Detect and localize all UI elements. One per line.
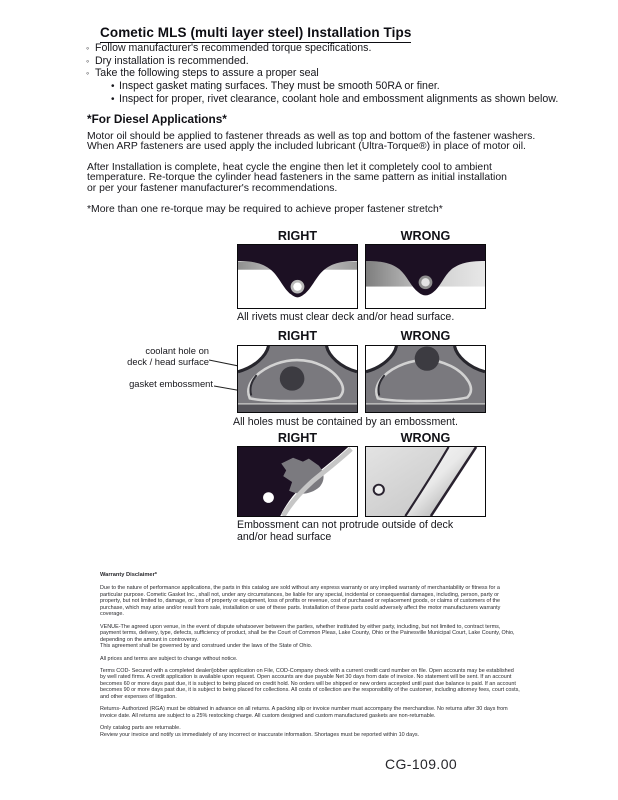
fig2-caption: All holes must be contained by an embossment. [233,416,458,428]
rivet-right-diagram [237,244,358,309]
fig1-right-label: RIGHT [277,229,318,243]
embossment-right-illustration [238,346,357,412]
deck-edge-right-diagram [237,446,358,517]
coolant-hole-label [116,346,209,368]
rivet-right-illustration [238,245,357,308]
bullet-icon: • [111,94,115,106]
bullet-text: Inspect for proper, rivet clearance, coolant hole and embossment alignments as shown below. [119,93,559,106]
bullet-text: Follow manufacturer's recommended torque specifications. [95,42,372,54]
label-line: deck / head surface [127,355,209,367]
list-item [86,67,558,80]
disclaimer-paragraph: Review your invoice and notify us immediately of any incorrect or inaccurate information. Shortages must be reported within 10 days. [100,731,420,738]
list-item [111,93,558,107]
document-number: CG-109.00 [385,756,458,772]
fig3-right-label: RIGHT [277,431,318,445]
paragraph-line: temperature. Re-torque the cylinder head fasteners in the same pattern as initial installation [87,172,507,184]
list-item [111,80,558,94]
label-line: coolant hole on [145,345,209,356]
fig2-wrong-label: WRONG [400,329,451,343]
disclaimer-paragraph: Terms COD- Secured with a completed dealer/jobber application on File, COD-Company check with a current credit card number on file. Open accounts may be established by well rated firms. A credit application is available upon request. Open accounts are due payable Net 30 days from date of invoice. No statement will be sent. If an account becomes 60 or more days past due, it is subject to being placed on credit hold. No orders will be shipped or new orders accepted until past due balance is paid. If an account becomes 90 or more days past due, it is subject to being placed for collections. All costs of collection are the responsibility of the customer, including attorney fees, court costs, and other expenses of litigation. [100,667,520,700]
disclaimer-paragraph: VENUE-The agreed upon venue, in the event of dispute whatsoever between the parties, whether instituted by either party, including, but not limited to, contract terms, payment terms, delivery, type, defects, sufficiency of product, shall be the Court of Common Pleas, Lake County, Ohio or the Painesville Municipal Court, Lake County, Ohio, depending on the amount in controversy. [100,623,515,643]
fig3-wrong-label: WRONG [400,431,451,445]
bullet-icon: ◦ [86,68,90,79]
fig1-wrong-label: WRONG [400,229,451,243]
embossment-wrong-diagram [365,345,486,413]
list-item [86,55,558,68]
rivet-wrong-illustration [366,245,485,308]
deck-edge-right-illustration [238,447,357,516]
bullet-text: Inspect gasket mating surfaces. They must be smooth 50RA or finer. [119,79,440,92]
bullet-icon: • [111,80,115,92]
gasket-embossment-label: gasket embossment [129,378,213,389]
bullet-icon: ◦ [86,55,90,66]
deck-edge-wrong-illustration [366,447,485,516]
rivet-wrong-diagram [365,244,486,309]
disclaimer-paragraph: Due to the nature of performance applications, the parts in this catalog are sold without any express warranty or any implied warranty of merchantability or fitness for a particular purpose. Cometic Gasket Inc., shall not, under any circumstances, be liable for any special, incidental or consequential damages, including, person, party or property, but not limited to, damage, or loss of property or equipment, loss of profits or revenue, cost of purchased or replacement goods, or claims of customers of the purchase, which may arise and/or result from sale, installation or use of these parts. Installation of these parts could adversely affect the motor manufacturers warranty coverage. [100,585,501,618]
warranty-disclaimer [100,572,520,744]
fig2-right-label: RIGHT [277,329,318,343]
paragraph-line: Motor oil should be applied to fastener threads as well as top and bottom of the fastener washers. [87,130,536,142]
diesel-paragraph-2 [87,163,507,194]
caption-line: Embossment can not protrude outside of deck [237,519,454,531]
embossment-right-diagram [237,345,358,413]
disclaimer-heading: Warranty Disclaimer* [100,572,158,578]
bullet-text: Dry installation is recommended. [95,54,249,67]
disclaimer-paragraph: Returns- Authorized (RGA) must be obtained in advance on all returns. A packing slip or invoice number must accompany the merchandise. No returns after 30 days from invoice date. All returns are subject to a 25% restocking charge. All custom designed and custom manufactured gaskets are non-returnable. [100,706,508,719]
list-item [86,42,558,55]
bullet-icon: ◦ [86,43,90,53]
disclaimer-paragraph: Only catalog parts are returnable. [100,725,181,732]
paragraph-line: When ARP fasteners are used apply the included lubricant (Ultra-Torque®) in place of motor oil. [87,140,526,152]
diesel-paragraph-1 [87,132,535,153]
fig1-caption: All rivets must clear deck and/or head surface. [237,311,455,323]
caption-line: and/or head surface [237,531,332,543]
disclaimer-paragraph: All prices and terms are subject to change without notice. [100,655,238,662]
embossment-wrong-illustration [366,346,485,412]
deck-edge-wrong-diagram [365,446,486,517]
disclaimer-paragraph: This agreement shall be governed by and construed under the laws of the State of Ohio. [100,643,313,650]
bullet-text: Take the following steps to assure a proper seal [95,67,319,80]
paragraph-line: After Installation is complete, heat cycle the engine then let it completely cool to ambient [87,162,492,173]
diesel-heading: *For Diesel Applications* [87,112,227,126]
fig3-caption [237,519,467,543]
installation-tips-list [86,42,558,107]
retorque-note: *More than one re-torque may be required to achieve proper fastener stretch* [87,204,443,215]
paragraph-line: or per your fastener manufacturer's recommendations. [87,182,338,194]
page-title: Cometic MLS (multi layer steel) Installation Tips [100,25,411,43]
